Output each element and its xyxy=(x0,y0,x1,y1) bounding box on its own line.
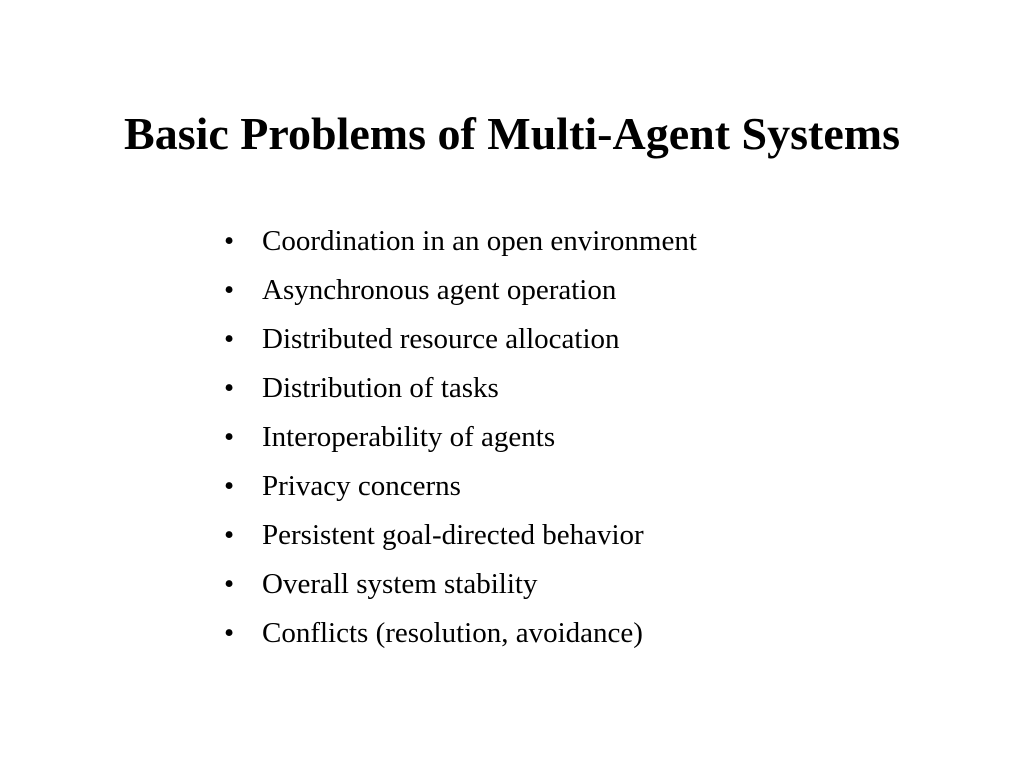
bullet-point-icon: • xyxy=(224,470,235,502)
bullet-point-icon: • xyxy=(224,568,235,600)
slide-title: Basic Problems of Multi-Agent Systems xyxy=(124,108,900,159)
bullet-point-icon: • xyxy=(224,372,235,404)
bullet-point-icon: • xyxy=(224,421,235,453)
bullet-text: Distribution of tasks xyxy=(262,372,499,404)
bullet-point-icon: • xyxy=(224,519,235,551)
bullet-text: Coordination in an open environment xyxy=(262,225,697,257)
bullet-point-icon: • xyxy=(224,274,235,306)
bullet-point-icon: • xyxy=(224,225,235,257)
bullet-text: Privacy concerns xyxy=(262,470,461,502)
bullet-text: Asynchronous agent operation xyxy=(262,274,617,306)
bullet-text: Conflicts (resolution, avoidance) xyxy=(262,617,643,649)
bullet-text: Distributed resource allocation xyxy=(262,323,620,355)
bullet-text: Overall system stability xyxy=(262,568,538,600)
bullet-point-icon: • xyxy=(224,617,235,649)
bullet-text: Interoperability of agents xyxy=(262,421,556,453)
bullet-point-icon: • xyxy=(224,323,235,355)
bullet-text: Persistent goal-directed behavior xyxy=(262,519,644,551)
